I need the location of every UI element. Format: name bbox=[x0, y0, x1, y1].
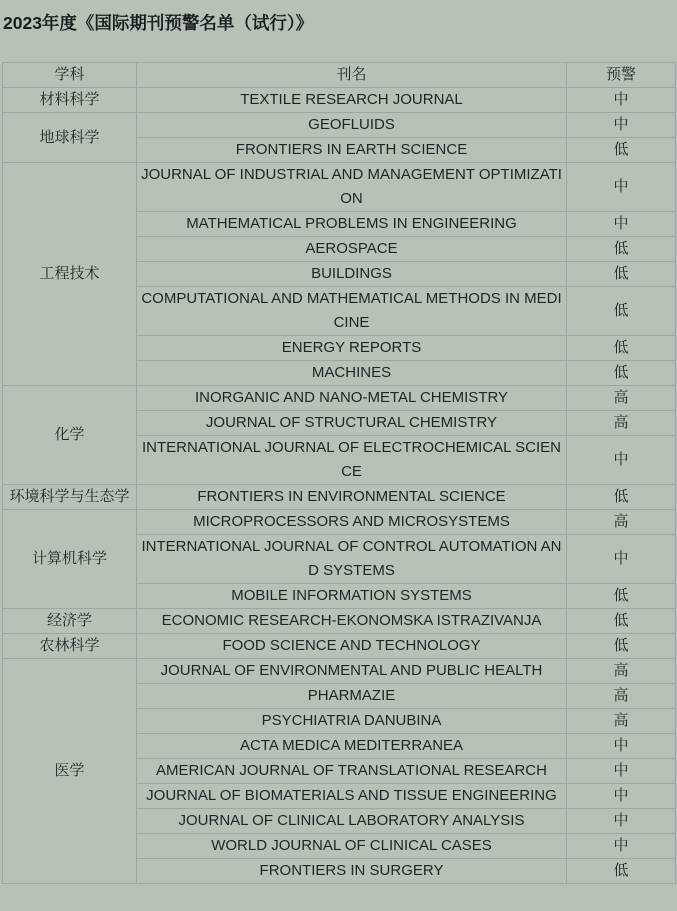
header-row bbox=[3, 63, 676, 88]
warning-level-cell: 中 bbox=[567, 88, 676, 113]
warning-level-cell: 高 bbox=[567, 659, 676, 684]
warning-level-cell: 低 bbox=[567, 584, 676, 609]
subject-cell: 材料科学 bbox=[3, 88, 137, 113]
journal-name-cell: FRONTIERS IN ENVIRONMENTAL SCIENCE bbox=[137, 485, 567, 510]
table-row bbox=[3, 510, 676, 535]
warning-level-cell: 低 bbox=[567, 237, 676, 262]
warning-level-cell: 低 bbox=[567, 336, 676, 361]
journal-name-cell: INTERNATIONAL JOURNAL OF ELECTROCHEMICAL SCIENCE bbox=[137, 436, 567, 485]
table-row bbox=[3, 609, 676, 634]
warning-level-cell: 低 bbox=[567, 609, 676, 634]
table-row bbox=[3, 386, 676, 411]
warning-level-cell: 中 bbox=[567, 834, 676, 859]
journal-name-cell: INORGANIC AND NANO-METAL CHEMISTRY bbox=[137, 386, 567, 411]
table-row bbox=[3, 485, 676, 510]
journal-name-cell: MICROPROCESSORS AND MICROSYSTEMS bbox=[137, 510, 567, 535]
warning-table-body bbox=[3, 88, 676, 884]
table-row bbox=[3, 163, 676, 212]
journal-name-cell: INTERNATIONAL JOURNAL OF CONTROL AUTOMATION AND SYSTEMS bbox=[137, 535, 567, 584]
warning-level-cell: 中 bbox=[567, 809, 676, 834]
journal-name-cell: JOURNAL OF STRUCTURAL CHEMISTRY bbox=[137, 411, 567, 436]
journal-name-cell: JOURNAL OF BIOMATERIALS AND TISSUE ENGINEERING bbox=[137, 784, 567, 809]
journal-name-cell: TEXTILE RESEARCH JOURNAL bbox=[137, 88, 567, 113]
subject-cell: 地球科学 bbox=[3, 113, 137, 163]
warning-level-cell: 中 bbox=[567, 212, 676, 237]
warning-level-cell: 低 bbox=[567, 485, 676, 510]
warning-level-cell: 中 bbox=[567, 784, 676, 809]
journal-name-cell: COMPUTATIONAL AND MATHEMATICAL METHODS IN MEDICINE bbox=[137, 287, 567, 336]
journal-name-cell: ECONOMIC RESEARCH-EKONOMSKA ISTRAZIVANJA bbox=[137, 609, 567, 634]
warning-level-cell: 低 bbox=[567, 634, 676, 659]
warning-level-cell: 高 bbox=[567, 510, 676, 535]
journal-name-cell: MOBILE INFORMATION SYSTEMS bbox=[137, 584, 567, 609]
warning-level-cell: 低 bbox=[567, 859, 676, 884]
journal-name-cell: PHARMAZIE bbox=[137, 684, 567, 709]
table-row bbox=[3, 88, 676, 113]
journal-name-cell: ENERGY REPORTS bbox=[137, 336, 567, 361]
subject-cell: 经济学 bbox=[3, 609, 137, 634]
warning-level-cell: 高 bbox=[567, 411, 676, 436]
warning-level-cell: 低 bbox=[567, 138, 676, 163]
warning-level-cell: 高 bbox=[567, 684, 676, 709]
journal-name-cell: JOURNAL OF ENVIRONMENTAL AND PUBLIC HEALTH bbox=[137, 659, 567, 684]
table-row bbox=[3, 659, 676, 684]
journal-name-cell: AEROSPACE bbox=[137, 237, 567, 262]
subject-cell: 工程技术 bbox=[3, 163, 137, 386]
journal-name-cell: FRONTIERS IN EARTH SCIENCE bbox=[137, 138, 567, 163]
warning-level-cell: 低 bbox=[567, 361, 676, 386]
warning-level-cell: 中 bbox=[567, 734, 676, 759]
warning-level-cell: 高 bbox=[567, 386, 676, 411]
table-row bbox=[3, 634, 676, 659]
table-row bbox=[3, 113, 676, 138]
page-title: 2023年度《国际期刊预警名单（试行）》 bbox=[3, 13, 314, 33]
journal-name-cell: JOURNAL OF INDUSTRIAL AND MANAGEMENT OPTIMIZATION bbox=[137, 163, 567, 212]
warning-level-cell: 中 bbox=[567, 163, 676, 212]
journal-name-cell: GEOFLUIDS bbox=[137, 113, 567, 138]
subject-cell: 化学 bbox=[3, 386, 137, 485]
warning-level-cell: 低 bbox=[567, 262, 676, 287]
journal-name-cell: PSYCHIATRIA DANUBINA bbox=[137, 709, 567, 734]
journal-name-cell: BUILDINGS bbox=[137, 262, 567, 287]
subject-cell: 农林科学 bbox=[3, 634, 137, 659]
journal-warning-table bbox=[2, 62, 676, 884]
journal-name-cell: MACHINES bbox=[137, 361, 567, 386]
warning-level-cell: 高 bbox=[567, 709, 676, 734]
journal-name-cell: MATHEMATICAL PROBLEMS IN ENGINEERING bbox=[137, 212, 567, 237]
journal-name-cell: FOOD SCIENCE AND TECHNOLOGY bbox=[137, 634, 567, 659]
warning-level-cell: 中 bbox=[567, 535, 676, 584]
warning-level-cell: 低 bbox=[567, 287, 676, 336]
warning-level-cell: 中 bbox=[567, 113, 676, 138]
subject-cell: 医学 bbox=[3, 659, 137, 884]
subject-cell: 计算机科学 bbox=[3, 510, 137, 609]
header-warning: 预警 bbox=[567, 63, 676, 88]
journal-name-cell: WORLD JOURNAL OF CLINICAL CASES bbox=[137, 834, 567, 859]
journal-name-cell: ACTA MEDICA MEDITERRANEA bbox=[137, 734, 567, 759]
header-journal: 刊名 bbox=[137, 63, 567, 88]
subject-cell: 环境科学与生态学 bbox=[3, 485, 137, 510]
header-subject: 学科 bbox=[3, 63, 137, 88]
journal-name-cell: AMERICAN JOURNAL OF TRANSLATIONAL RESEARCH bbox=[137, 759, 567, 784]
journal-name-cell: FRONTIERS IN SURGERY bbox=[137, 859, 567, 884]
journal-name-cell: JOURNAL OF CLINICAL LABORATORY ANALYSIS bbox=[137, 809, 567, 834]
warning-level-cell: 中 bbox=[567, 759, 676, 784]
table-header bbox=[3, 63, 676, 88]
warning-level-cell: 中 bbox=[567, 436, 676, 485]
